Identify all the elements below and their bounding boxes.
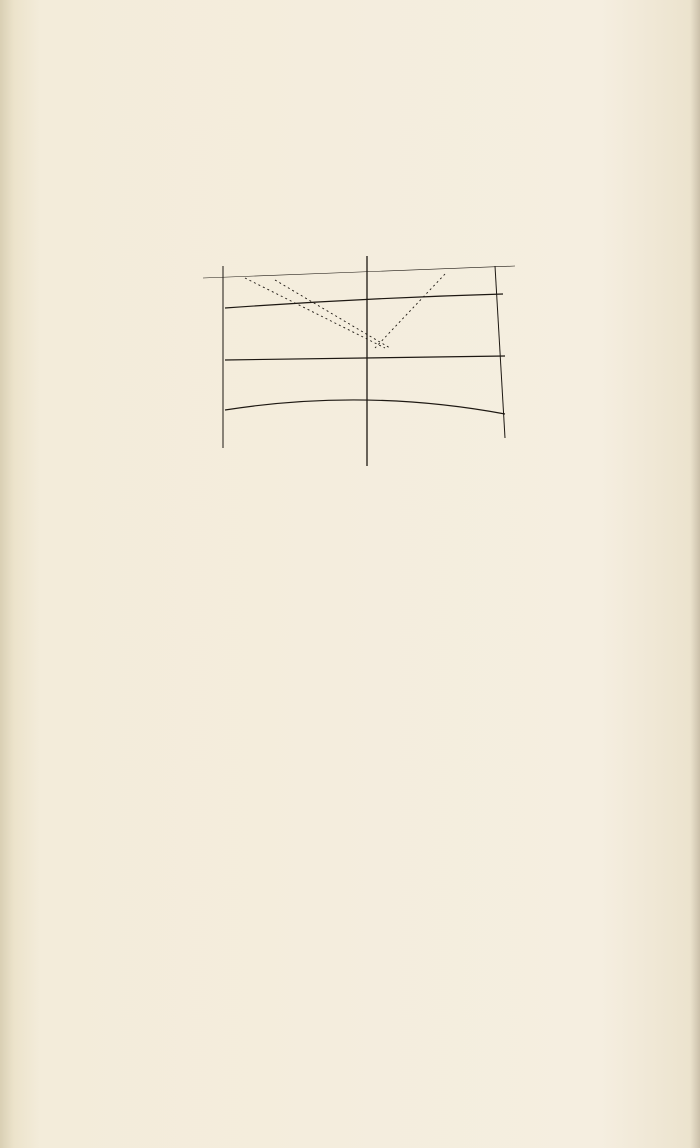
- page-header: [90, 28, 610, 50]
- tropic-curve-upper: [225, 294, 503, 308]
- horizontal-sundial-diagram: [185, 238, 545, 470]
- page-edge-shadow: [690, 0, 700, 1148]
- equinoctial-line: [225, 356, 505, 360]
- tropic-curve-lower: [225, 400, 505, 414]
